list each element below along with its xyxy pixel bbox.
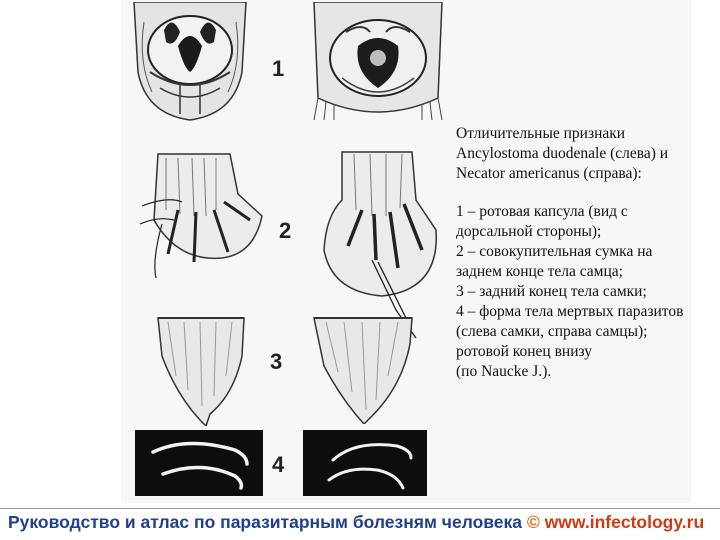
ancylostoma-mouth-capsule-drawing [130,2,250,122]
copyright-sign: © [526,512,540,532]
footer-title: Руководство и атлас по паразитарным болезням человека [8,512,523,532]
figure-caption [456,124,688,382]
caption-source: (по Naucke J.). [456,363,552,380]
figure-label-2: 2 [279,218,292,243]
site-link[interactable]: www.infectology.ru [544,512,705,532]
caption-item-1: 1 – ротовая капсула (вид с дорсальной стороны); [456,203,628,240]
caption-item-3: 3 – задний конец тела самки; [456,283,647,300]
footer-divider [0,508,720,509]
necator-dead-males-photo [303,430,427,496]
footer [8,512,704,533]
figure-label-3: 3 [270,349,283,374]
figure-label-1: 1 [272,56,285,81]
caption-item-4: 4 – форма тела мертвых паразитов (слева самки, справа самцы); ротовой конец внизу [456,303,684,360]
ancylostoma-female-tail-drawing [154,316,248,426]
caption-title: Отличительные признаки Ancylostoma duodenale (слева) и Necator americanus (справа): [456,125,669,182]
figure-label-4: 4 [272,452,285,477]
caption-item-2: 2 – совокупительная сумка на заднем конце тела самца; [456,243,653,280]
ancylostoma-dead-females-photo [135,430,263,496]
necator-mouth-capsule-drawing [312,2,444,120]
necator-copulatory-bursa-drawing [312,150,446,338]
necator-female-tail-drawing [312,316,414,424]
ancylostoma-copulatory-bursa-drawing [138,150,266,278]
